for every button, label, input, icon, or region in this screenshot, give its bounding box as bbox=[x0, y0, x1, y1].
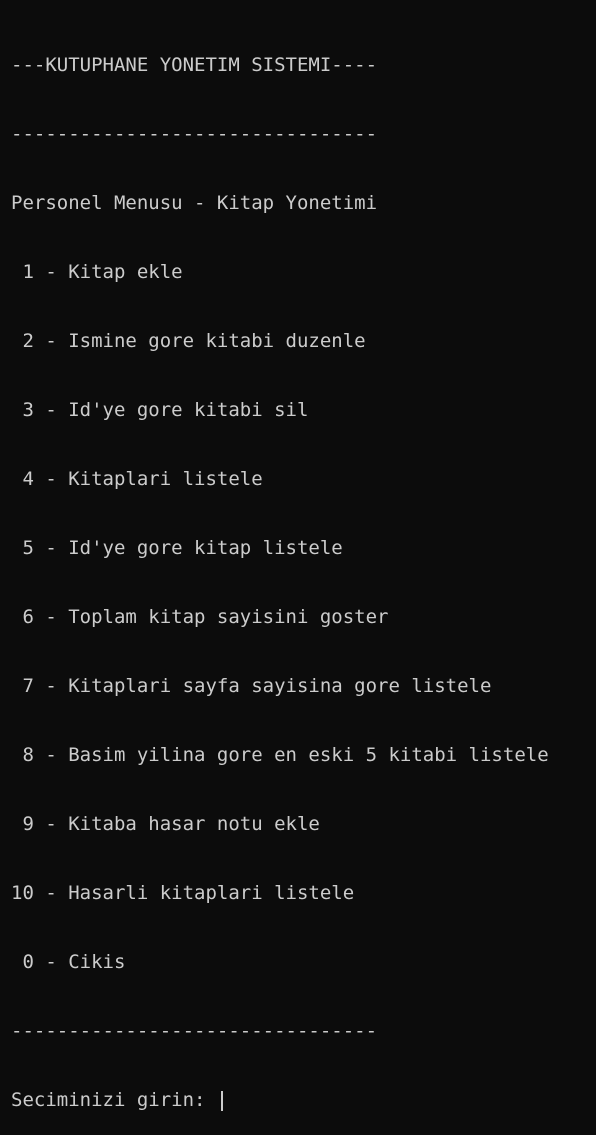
menu-item-sayfa: 7 - Kitaplari sayfa sayisina gore listele bbox=[11, 675, 492, 697]
menu-item-kitap-ekle: 1 - Kitap ekle bbox=[11, 261, 183, 283]
prompt-label: Seciminizi girin: bbox=[11, 1089, 217, 1111]
input-prompt-row[interactable] bbox=[11, 1089, 591, 1112]
text-cursor[interactable] bbox=[221, 1091, 223, 1111]
menu-title: Personel Menusu - Kitap Yonetimi bbox=[11, 192, 378, 214]
menu-item-hasarli: 10 - Hasarli kitaplari listele bbox=[11, 882, 355, 904]
menu-item-id-listele: 5 - Id'ye gore kitap listele bbox=[11, 537, 343, 559]
separator-top: -------------------------------- bbox=[11, 123, 378, 145]
menu-item-duzenle: 2 - Ismine gore kitabi duzenle bbox=[11, 330, 366, 352]
menu-item-listele: 4 - Kitaplari listele bbox=[11, 468, 263, 490]
separator-bottom: -------------------------------- bbox=[11, 1020, 378, 1042]
menu-item-toplam: 6 - Toplam kitap sayisini goster bbox=[11, 606, 389, 628]
menu-item-sil: 3 - Id'ye gore kitabi sil bbox=[11, 399, 309, 421]
menu-item-cikis: 0 - Cikis bbox=[11, 951, 126, 973]
menu-item-basim-yili: 8 - Basim yilina gore en eski 5 kitabi listele bbox=[11, 744, 549, 766]
console-output bbox=[11, 8, 591, 1135]
app-title: ---KUTUPHANE YONETIM SISTEMI---- bbox=[11, 54, 378, 76]
menu-item-hasar-notu: 9 - Kitaba hasar notu ekle bbox=[11, 813, 320, 835]
